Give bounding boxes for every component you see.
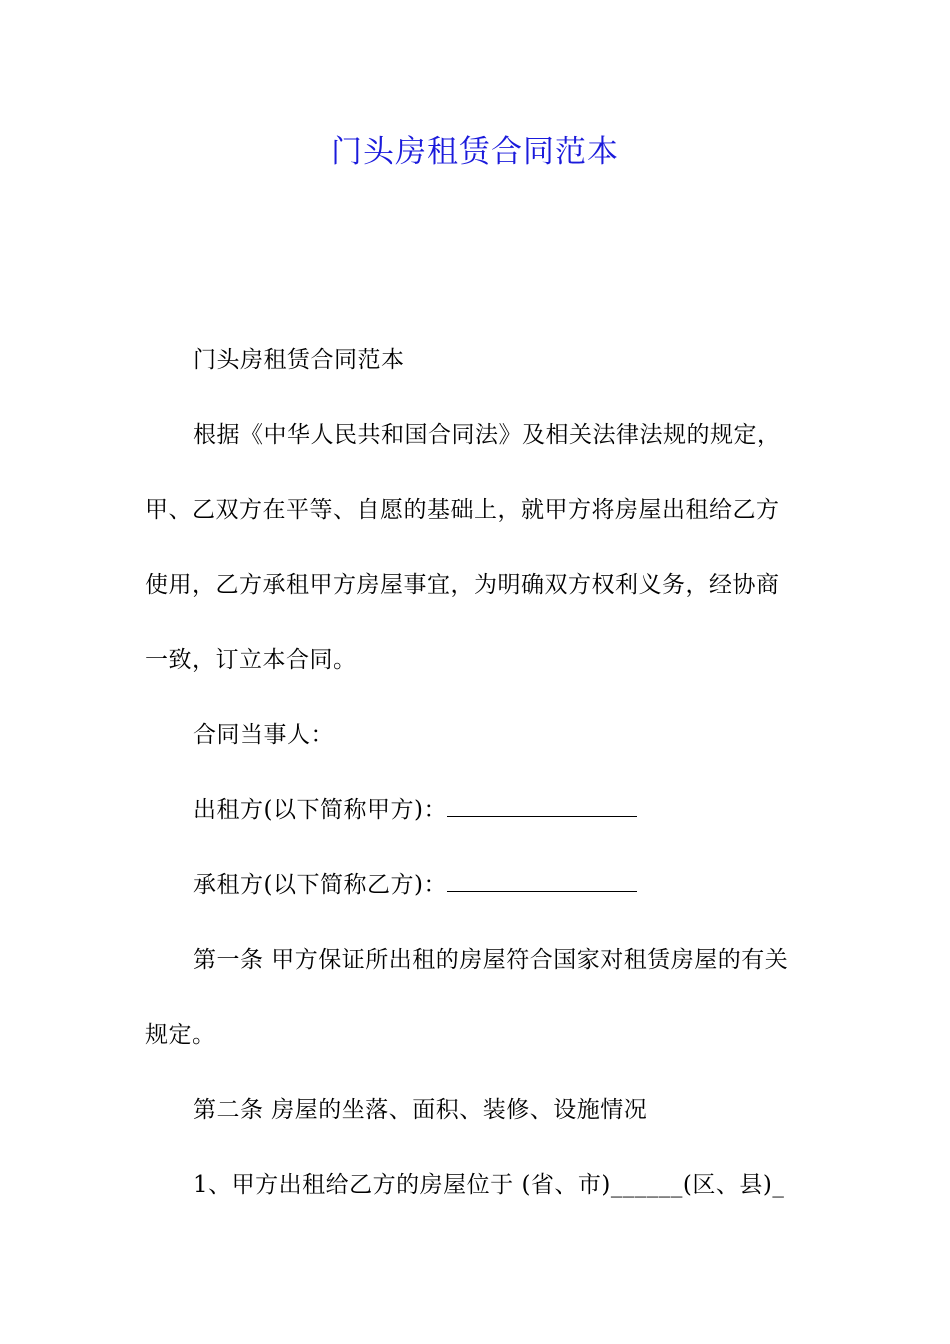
article-one: 第一条 甲方保证所出租的房屋符合国家对租赁房屋的有关 [193,947,789,973]
document-title: 门头房租赁合同范本 [331,134,619,170]
lessor-field-row [193,794,637,826]
clause-1: 1、甲方出租给乙方的房屋位于 (省、市)______(区、县)_ [193,1172,785,1198]
lessor-blank [447,794,637,817]
parties-heading: 合同当事人： [193,722,334,748]
doc-subtitle: 门头房租赁合同范本 [193,347,405,373]
lessee-label: 承租方(以下简称乙方)： [193,872,447,898]
paragraph-line: 甲、乙双方在平等、自愿的基础上，就甲方将房屋出租给乙方 [145,497,780,523]
article-two: 第二条 房屋的坐落、面积、装修、设施情况 [193,1097,648,1123]
lessee-blank [447,869,637,892]
article-one-cont: 规定。 [145,1022,216,1048]
paragraph-line: 根据《中华人民共和国合同法》及相关法律法规的规定， [193,422,781,448]
lessee-field-row [193,869,637,901]
paragraph-line: 一致，订立本合同。 [145,647,357,673]
paragraph-line: 使用，乙方承租甲方房屋事宜，为明确双方权利义务，经协商 [145,572,780,598]
lessor-label: 出租方(以下简称甲方)： [193,797,447,823]
